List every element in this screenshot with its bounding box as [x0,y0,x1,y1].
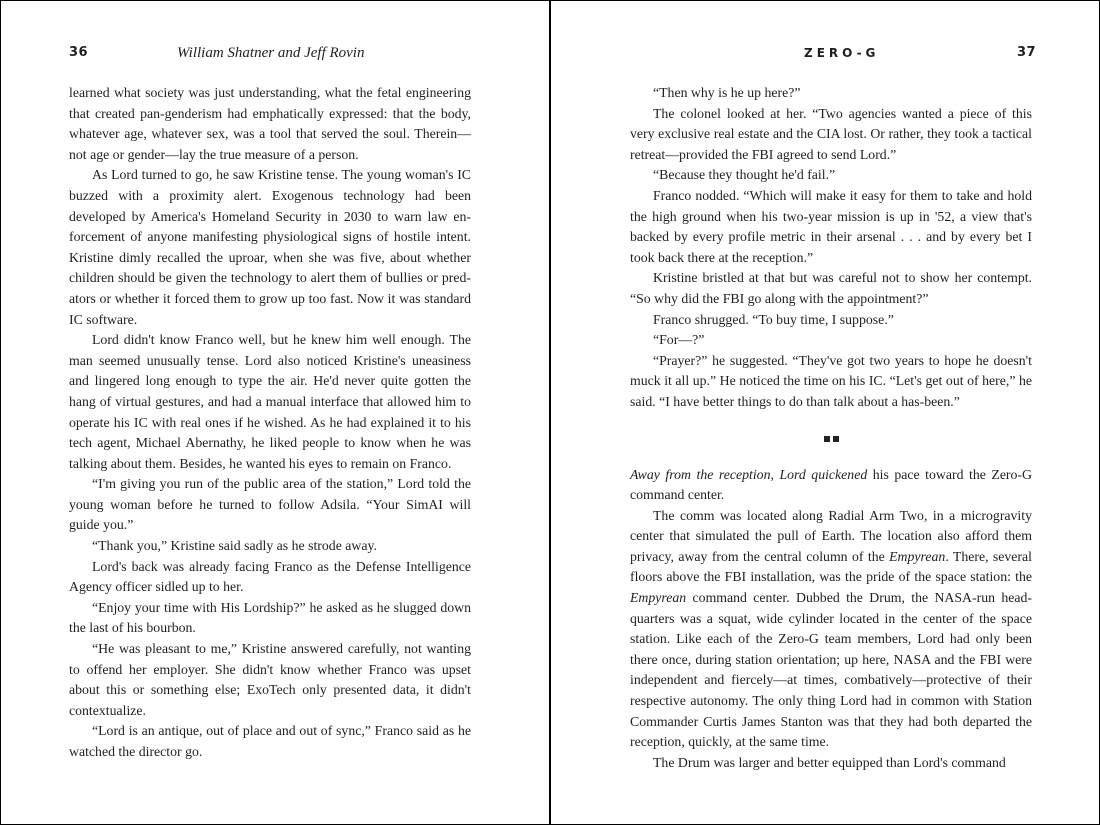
ship-name: Empyrean [630,590,687,606]
paragraph: Lord's back was already facing Franco as the Defense Intelligence Agency officer sidled up to her. [69,558,471,595]
scene-break-ornament [630,413,1032,465]
lead-in-rest: his pace toward the Zero-G command center. [630,466,1032,503]
italic-lead-in: Away from the reception, Lord quickened [630,466,868,482]
paragraph: “Then why is he up here?” [653,85,801,100]
right-page-number: 37 [1017,45,1037,60]
paragraph: The Drum was larger and better equipped than Lord's command [653,754,1006,770]
paragraph [630,465,1032,506]
text-run: The comm was located along Radial Arm Two, in a microgravity center that simulated the pull of Earth. The location also afford them privacy, away from the central column of the [630,507,1032,564]
right-body-text [630,83,1032,773]
ship-name: Empyrean [889,548,946,564]
left-running-title: William Shatner and Jeff Rovin [177,45,365,61]
paragraph: “For—?” [653,332,705,348]
left-running-head [1,43,552,63]
paragraph: “Prayer?” he suggested. “They've got two years to hope he doesn't muck it all up.” He noticed the time on his IC. “Let's get out of here,” he said. “I have better things to do than talk about a has-been.” [630,352,1032,409]
paragraph: “Enjoy your time with His Lordship?” he asked as he slugged down the last of his bourbon. [69,599,471,636]
text-run: command center. Dubbed the Drum, the NASA-run head-quarters was a squat, wide cylinder located in the center of the space station. Like each of the Zero-G team members, Lord had only been there once, during station orientation; up here, NASA and the FBI were independent and fiercely—at times, combatively—protective of their respective autonomy. The only thing Lord had in common with Station Commander Curtis James Stanton was that they had both departed the reception, quickly, at the same time. [630,590,1032,750]
paragraph: “Thank you,” Kristine said sadly as he strode away. [92,538,377,554]
right-page [551,0,1100,825]
paragraph: “He was pleasant to me,” Kristine answered carefully, not wanting to offend her employer. She didn't know whether Franco was upset about this or something else; ExoTech only presented data, it didn't contextualize. [69,641,471,718]
left-page-number: 36 [69,45,89,60]
ornament-square-icon [833,436,839,442]
paragraph: Lord didn't know Franco well, but he knew him well enough. The man seemed unusually tense. Lord also noticed Kristine's uneasiness and lingered long enough to type the air. He'd never quite gotten the hang of virtual gestures, and had a manual interface that allowed him to operate his IC with real ones if he wished. As he had explained it to his tech agent, Michael Abernathy, he liked people to know when he was talking about them. Besides, he wanted his eyes to remain on Franco. [69,332,471,471]
ornament-square-icon [824,436,830,442]
text-run: . There, several floors above the FBI installation, was the pride of the space station: the [630,548,1032,585]
paragraph: “I'm giving you run of the public area of the station,” Lord told the young woman before he turned to follow Adsila. “Your SimAI will guide you.” [69,476,471,533]
paragraph: Kristine bristled at that but was careful not to show her contempt. “So why did the FBI go along with the appointment?” [630,270,1032,306]
paragraph: Franco nodded. “Which will make it easy for them to take and hold the high ground when his two-year mission is up in '52, a view that's backed by every profile metric in their arsenal . . . and by every bet I took back there at the reception.” [630,187,1032,265]
left-body-text [69,83,471,763]
paragraph: learned what society was just understanding, what the fetal engineering that created pan-genderism had emphatically expressed: that the body, whatever age, whatever sex, was a tool that served the soul. Therein— not age or gender—lay the true measure of a person. [69,85,471,162]
paragraph: Franco shrugged. “To buy time, I suppose.” [653,311,894,327]
right-running-head [551,43,1100,63]
paragraph: “Because they thought he'd fail.” [653,167,836,183]
paragraph [630,506,1032,753]
paragraph: “Lord is an antique, out of place and out of sync,” Franco said as he watched the director go. [69,723,471,759]
right-running-title: ZERO-G [804,46,880,60]
paragraph: As Lord turned to go, he saw Kristine tense. The young woman's IC buzzed with a proximity alert. Exogenous technology had been developed by America's Homeland Security in 2030 to warn law en-forcement of anyone manifesting physiological signs of hostile intent. Kristine dimly recalled the uproar, when she was five, about whether children should be given the technology to alert them of bullies or pred-ators or whether it forced them to grow up too fast. Now it was standard IC software. [69,167,471,327]
paragraph: The colonel looked at her. “Two agencies wanted a piece of this very exclusive real estate and the CIA lost. Or rather, they took a tactical retreat—provided the FBI agreed to send Lord.” [630,105,1032,162]
